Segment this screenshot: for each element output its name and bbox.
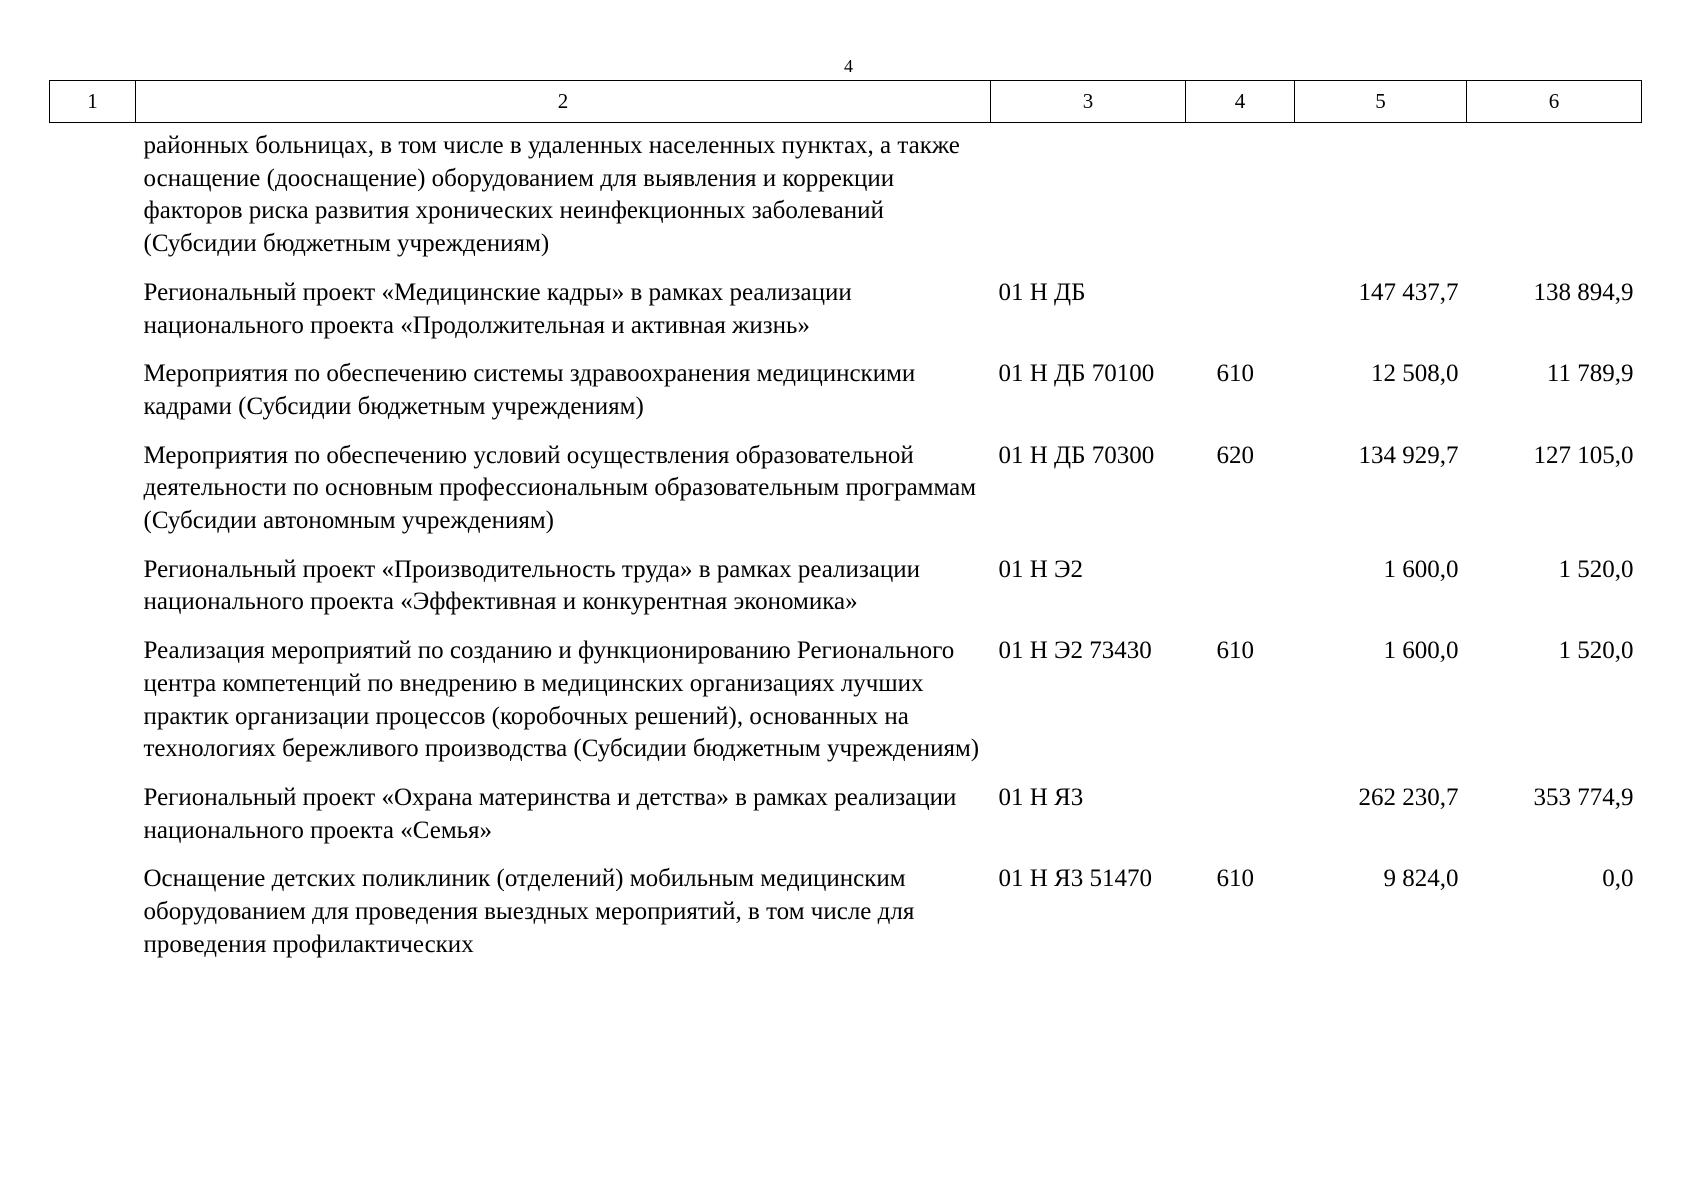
expense-type-code — [1186, 782, 1295, 863]
expense-name: Оснащение детских поликлиник (отделений) мобильным медицинским оборудованием для проведения выездных мероприятий, в том числе для проведения профилактических — [143, 865, 915, 958]
expense-type-code: 620 — [1216, 441, 1254, 469]
table-row — [50, 277, 1642, 358]
column-header-3: 3 — [991, 81, 1186, 123]
row-number-cell — [50, 123, 136, 277]
column-number-header — [50, 81, 1642, 123]
target-article-code — [991, 123, 1186, 277]
expense-name: районных больницах, в том числе в удаленных населенных пунктах, а также оснащение (дооснащение) оборудованием для выявления и коррекции факторов риска развития хронических неинфекционных заболеваний (Субсидии бюджетным учреждениям) — [143, 132, 960, 258]
amount-column-5: 134 929,7 — [1358, 441, 1459, 469]
target-article-code: 01 Н ДБ — [998, 278, 1086, 306]
expense-type-code — [1186, 123, 1295, 277]
row-number-cell — [50, 358, 136, 439]
expense-name: Мероприятия по обеспечению условий осуществления образовательной деятельности по основным профессиональным образовательным программам (Субсидии автономным учреждениям) — [143, 441, 977, 535]
budget-table — [49, 80, 1642, 977]
amount-column-6: 1 520,0 — [1558, 637, 1634, 665]
expense-name: Региональный проект «Медицинские кадры» в рамках реализации национального проекта «Продолжительная и активная жизнь» — [143, 278, 852, 339]
row-number-cell — [50, 277, 136, 358]
column-header-6: 6 — [1467, 81, 1642, 123]
target-article-code: 01 Н Э2 73430 — [998, 637, 1152, 665]
table-row — [50, 440, 1642, 554]
target-article-code: 01 Н ДБ 70100 — [998, 360, 1155, 388]
table-row — [50, 635, 1642, 782]
expense-name: Региональный проект «Охрана материнства и детства» в рамках реализации национального проекта «Семья» — [143, 783, 957, 844]
row-number-cell — [50, 440, 136, 554]
row-number-cell — [50, 782, 136, 863]
header-row — [50, 81, 1642, 123]
amount-column-5: 1 600,0 — [1383, 637, 1459, 665]
column-header-4: 4 — [1186, 81, 1295, 123]
amount-column-5 — [1295, 123, 1467, 277]
table-row — [50, 554, 1642, 635]
expense-type-code: 610 — [1216, 360, 1254, 388]
amount-column-6: 353 774,9 — [1533, 783, 1634, 811]
amount-column-6: 138 894,9 — [1533, 278, 1634, 306]
expense-type-code — [1186, 554, 1295, 635]
table-row — [50, 358, 1642, 439]
expense-type-code — [1186, 277, 1295, 358]
amount-column-6: 0,0 — [1602, 865, 1634, 893]
target-article-code: 01 Н ДБ 70300 — [998, 441, 1155, 469]
amount-column-5: 262 230,7 — [1358, 783, 1459, 811]
amount-column-6: 11 789,9 — [1546, 360, 1634, 388]
target-article-code: 01 Н Я3 51470 — [998, 865, 1152, 893]
table-row — [50, 123, 1642, 277]
column-header-5: 5 — [1295, 81, 1467, 123]
expense-name: Реализация мероприятий по созданию и функционированию Регионального центра компетенций по внедрению в медицинских организациях лучших практик организации процессов (коробочных решений), основанных на технологиях бережливого производства (Субсидии бюджетным учреждениям) — [143, 637, 980, 763]
expense-name: Региональный проект «Производительность труда» в рамках реализации национального проекта «Эффективная и конкурентная экономика» — [143, 555, 921, 616]
expense-type-code: 610 — [1216, 865, 1254, 893]
expense-name: Мероприятия по обеспечению системы здравоохранения медицинскими кадрами (Субсидии бюджетным учреждениям) — [143, 360, 916, 420]
amount-column-6: 127 105,0 — [1533, 441, 1634, 469]
amount-column-5: 9 824,0 — [1383, 865, 1459, 893]
column-header-1: 1 — [50, 81, 136, 123]
table-row — [50, 863, 1642, 977]
table-row — [50, 782, 1642, 863]
amount-column-5: 1 600,0 — [1383, 555, 1459, 583]
target-article-code: 01 Н Э2 — [998, 555, 1084, 583]
amount-column-5: 147 437,7 — [1358, 278, 1459, 306]
row-number-cell — [50, 635, 136, 782]
amount-column-6 — [1467, 123, 1642, 277]
row-number-cell — [50, 863, 136, 977]
column-header-2: 2 — [136, 81, 991, 123]
amount-column-5: 12 508,0 — [1371, 360, 1459, 388]
page-number: 4 — [844, 56, 853, 76]
row-number-cell — [50, 554, 136, 635]
amount-column-6: 1 520,0 — [1558, 555, 1634, 583]
target-article-code: 01 Н Я3 — [998, 783, 1084, 811]
expense-type-code: 610 — [1216, 637, 1254, 665]
